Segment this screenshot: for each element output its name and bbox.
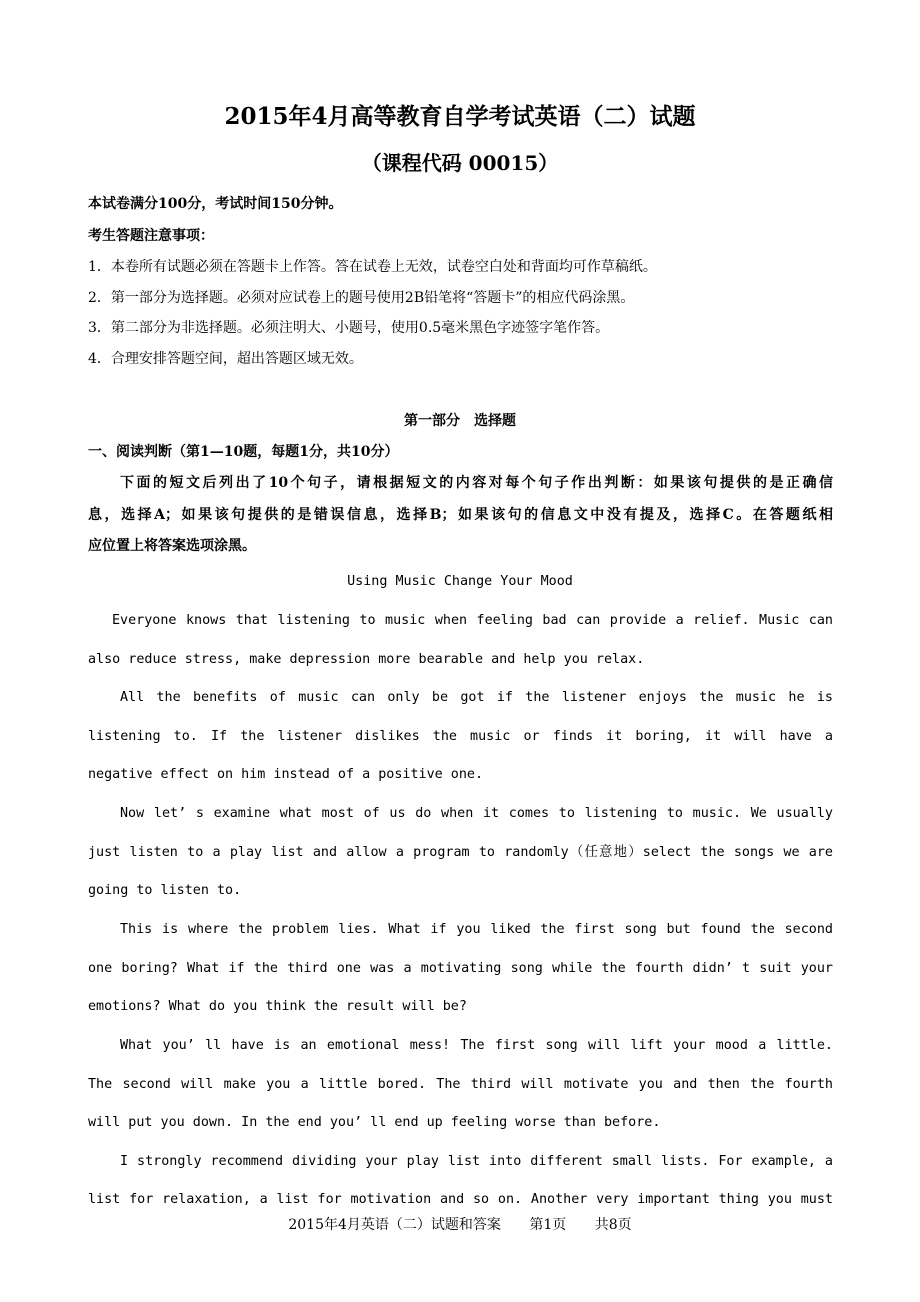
passage-line: list for relaxation, a list for motivation and so on. Another very important thing you must [88, 1192, 833, 1207]
footer-page-total: 共8页 [594, 1217, 632, 1233]
page-footer [0, 1214, 920, 1234]
notes-heading: 考生答题注意事项： [88, 228, 214, 244]
note-item: 4．合理安排答题空间，超出答题区域无效。 [88, 351, 363, 367]
passage-line: also reduce stress, make depression more bearable and help you relax. [88, 652, 645, 667]
note-item: 1．本卷所有试题必须在答题卡上作答。答在试卷上无效，试卷空白处和背面均可作草稿纸。 [88, 259, 657, 275]
instruction-line: 应位置上将答案选项涂黑。 [88, 538, 256, 554]
passage-line: negative effect on him instead of a positive one. [88, 767, 484, 782]
course-code: （课程代码 00015） [361, 151, 559, 175]
passage-line: emotions? What do you think the result will be? [88, 999, 467, 1014]
note-item: 2．第一部分为选择题。必须对应试卷上的题号使用2B铅笔将“答题卡”的相应代码涂黑。 [88, 290, 635, 306]
passage-line: going to listen to. [88, 883, 242, 898]
passage-line: The second will make you a little bored. The third will motivate you and then the fourth [88, 1077, 833, 1092]
passage-line: Now let’ s examine what most of us do when it comes to listening to music. We usually [120, 806, 833, 821]
passage-line: one boring? What if the third one was a motivating song while the fourth didn’ t suit your [88, 961, 833, 976]
passage-line: will put you down. In the end you’ ll end up feeling worse than before. [88, 1115, 661, 1130]
page-title: 2015年4月高等教育自学考试英语（二）试题 [224, 103, 696, 130]
footer-doc-title: 2015年4月英语（二）试题和答案 [288, 1217, 501, 1233]
section-heading: 一、阅读判断（第1—10题，每题1分，共10分） [88, 444, 399, 460]
note-item: 3．第二部分为非选择题。必须注明大、小题号，使用0.5毫米黑色字迹签字笔作答。 [88, 320, 610, 336]
passage-line: listening to. If the listener dislikes the music or finds it boring, it will have a [88, 729, 833, 744]
passage-line: just listen to a play list and allow a program to randomly（任意地）select the songs we are [88, 845, 833, 860]
passage-line: All the benefits of music can only be got if the listener enjoys the music he is [120, 690, 833, 705]
passage-title: Using Music Change Your Mood [347, 574, 573, 589]
passage-line: Everyone knows that listening to music when feeling bad can provide a relief. Music can [112, 613, 833, 628]
instruction-line: 下面的短文后列出了10个句子，请根据短文的内容对每个句子作出判断：如果该句提供的是正确信 [120, 475, 833, 491]
footer-page-number: 第1页 [529, 1217, 567, 1233]
exam-intro: 本试卷满分100分，考试时间150分钟。 [88, 196, 343, 212]
passage-line: This is where the problem lies. What if you liked the first song but found the second [120, 922, 833, 937]
instruction-line: 息，选择A；如果该句提供的是错误信息，选择B；如果该句的信息文中没有提及，选择C。在答题纸相 [88, 507, 833, 523]
passage-line: What you’ ll have is an emotional mess! The first song will lift your mood a little. [120, 1038, 833, 1053]
passage-line: I strongly recommend dividing your play list into different small lists. For example, a [120, 1154, 833, 1169]
part-title: 第一部分 选择题 [404, 413, 516, 429]
